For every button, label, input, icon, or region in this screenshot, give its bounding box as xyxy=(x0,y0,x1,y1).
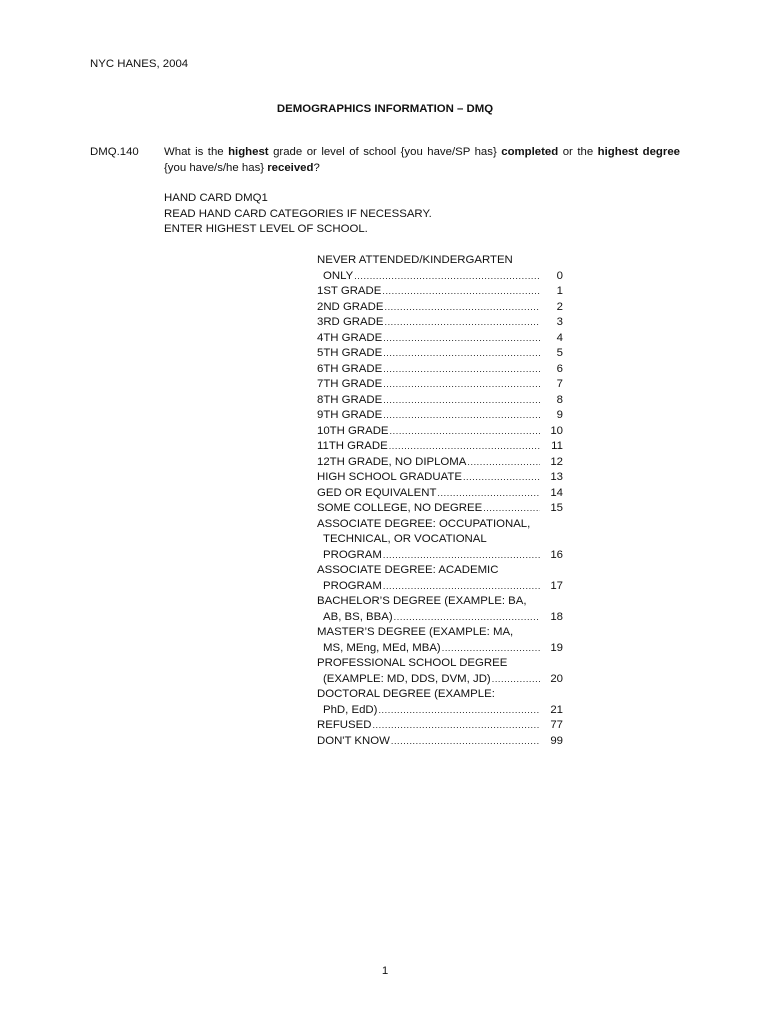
response-option-label: PROGRAM xyxy=(323,548,382,561)
response-option-line xyxy=(317,486,563,502)
response-option-code: 20 xyxy=(550,672,563,685)
response-option-label: AB, BS, BBA) xyxy=(323,610,393,623)
question-emphasis-received: received xyxy=(267,161,314,174)
response-option-label: 3RD GRADE xyxy=(317,316,384,328)
response-option-line xyxy=(317,362,563,378)
response-option xyxy=(317,424,563,440)
response-option-line xyxy=(317,455,563,471)
response-option-label: 12TH GRADE, NO DIPLOMA xyxy=(317,455,467,468)
response-option-label: BACHELOR’S DEGREE (EXAMPLE: BA, xyxy=(317,595,527,607)
response-option-label: GED OR EQUIVALENT xyxy=(317,486,437,499)
question-emphasis-highest-degree: highest degree xyxy=(597,146,680,158)
response-option xyxy=(317,656,563,687)
response-option-label: PROGRAM xyxy=(323,579,382,592)
response-option xyxy=(317,470,563,486)
response-option-line xyxy=(317,346,563,362)
response-option-label: 7TH GRADE xyxy=(317,378,383,390)
response-option-label: 10TH GRADE xyxy=(317,424,389,437)
response-option-label: 2ND GRADE xyxy=(317,300,384,313)
dot-leader xyxy=(382,284,540,300)
response-option-label: HIGH SCHOOL GRADUATE xyxy=(317,471,462,483)
response-option-code: 21 xyxy=(550,703,563,716)
response-option-line xyxy=(317,532,563,548)
dot-leader xyxy=(389,439,540,455)
response-option xyxy=(317,408,563,424)
dot-leader xyxy=(483,501,540,517)
response-option-line xyxy=(317,269,563,285)
response-option-code: 11 xyxy=(551,440,563,452)
dot-leader xyxy=(383,377,540,393)
response-option-line xyxy=(317,703,563,719)
question-emphasis-completed: completed xyxy=(501,146,559,158)
dot-leader xyxy=(383,331,540,347)
response-option-label: TECHNICAL, OR VOCATIONAL xyxy=(323,533,487,545)
response-option-line xyxy=(317,672,563,688)
response-option-label: 5TH GRADE xyxy=(317,347,383,359)
response-option-code: 4 xyxy=(556,331,563,344)
response-option-label: NEVER ATTENDED/KINDERGARTEN xyxy=(317,254,513,266)
response-option-code: 99 xyxy=(550,734,563,747)
response-option-line xyxy=(317,517,563,533)
interviewer-instructions xyxy=(164,191,432,238)
response-option xyxy=(317,455,563,471)
response-option-line xyxy=(317,331,563,347)
response-option-line xyxy=(317,393,563,409)
dot-leader xyxy=(354,269,540,285)
dot-leader xyxy=(383,346,540,362)
dot-leader xyxy=(384,300,540,316)
response-option-label: 11TH GRADE xyxy=(317,440,388,452)
response-option xyxy=(317,331,563,347)
response-option-line xyxy=(317,408,563,424)
response-option xyxy=(317,439,563,455)
response-option-code: 17 xyxy=(550,579,563,592)
response-option-code: 19 xyxy=(550,641,563,654)
response-option-label: 6TH GRADE xyxy=(317,362,383,375)
question-text-part: grade or level of school {you have/SP has} xyxy=(268,146,502,158)
question-emphasis-highest: highest xyxy=(228,146,269,158)
dot-leader xyxy=(391,734,540,750)
response-option-line xyxy=(317,641,563,657)
response-option xyxy=(317,315,563,331)
response-option-code: 12 xyxy=(550,455,563,468)
response-option-line xyxy=(317,470,563,486)
dot-leader xyxy=(383,408,540,424)
response-option-label: 8TH GRADE xyxy=(317,393,383,406)
response-option-label: PROFESSIONAL SCHOOL DEGREE xyxy=(317,657,508,669)
response-option-code: 5 xyxy=(556,347,563,359)
response-option-code: 9 xyxy=(556,409,563,421)
response-option-label: PhD, EdD) xyxy=(323,703,378,716)
response-option-code: 1 xyxy=(556,285,563,297)
response-option xyxy=(317,284,563,300)
response-option-label: MASTER’S DEGREE (EXAMPLE: MA, xyxy=(317,626,514,638)
response-option-line xyxy=(317,501,563,517)
response-option-label: ONLY xyxy=(323,269,354,282)
response-option-line xyxy=(317,656,563,672)
response-option xyxy=(317,377,563,393)
question-text xyxy=(164,145,680,176)
response-option-label: DOCTORAL DEGREE (EXAMPLE: xyxy=(317,688,495,700)
question-text-part: ? xyxy=(313,161,320,174)
response-option-label: DON'T KNOW xyxy=(317,734,390,747)
response-option-line xyxy=(317,718,563,734)
response-option xyxy=(317,718,563,734)
response-option-label: (EXAMPLE: MD, DDS, DVM, JD) xyxy=(323,672,491,685)
response-option-label: 4TH GRADE xyxy=(317,331,383,344)
response-option-code: 3 xyxy=(556,316,563,328)
dot-leader xyxy=(384,315,540,331)
dot-leader xyxy=(383,362,540,378)
response-option-line xyxy=(317,253,563,269)
response-options-list xyxy=(317,253,563,749)
response-option-code: 16 xyxy=(550,548,563,561)
instruction-line: ENTER HIGHEST LEVEL OF SCHOOL. xyxy=(164,223,368,235)
response-option-label: 9TH GRADE xyxy=(317,409,383,421)
response-option-line xyxy=(317,300,563,316)
response-option-line xyxy=(317,439,563,455)
instruction-line: HAND CARD DMQ1 xyxy=(164,192,268,204)
dot-leader xyxy=(492,672,540,688)
response-option xyxy=(317,253,563,284)
response-option-line xyxy=(317,377,563,393)
dot-leader xyxy=(372,718,540,734)
dot-leader xyxy=(437,486,540,502)
response-option xyxy=(317,563,563,594)
response-option-code: 0 xyxy=(556,269,563,282)
response-option-line xyxy=(317,734,563,750)
response-option xyxy=(317,362,563,378)
question-text-part: or the xyxy=(558,146,598,158)
dot-leader xyxy=(463,470,540,486)
dot-leader xyxy=(467,455,540,471)
instruction-line: READ HAND CARD CATEGORIES IF NECESSARY. xyxy=(164,207,432,220)
response-option-line xyxy=(317,594,563,610)
response-option-line xyxy=(317,687,563,703)
response-option-line xyxy=(317,610,563,626)
document-header: NYC HANES, 2004 xyxy=(90,58,189,70)
response-option xyxy=(317,625,563,656)
response-option-label: REFUSED xyxy=(317,719,372,731)
response-option xyxy=(317,687,563,718)
response-option xyxy=(317,501,563,517)
response-option-code: 77 xyxy=(550,719,563,731)
response-option-label: SOME COLLEGE, NO DEGREE xyxy=(317,502,483,514)
question-text-part: {you have/s/he has} xyxy=(164,161,268,174)
response-option-label: MS, MEng, MEd, MBA) xyxy=(323,641,441,654)
response-option-code: 10 xyxy=(550,424,563,437)
response-option xyxy=(317,734,563,750)
response-option-label: ASSOCIATE DEGREE: OCCUPATIONAL, xyxy=(317,517,531,530)
response-option-label: ASSOCIATE DEGREE: ACADEMIC xyxy=(317,564,499,576)
response-option-code: 18 xyxy=(550,610,563,623)
response-option-code: 2 xyxy=(556,300,563,313)
response-option xyxy=(317,346,563,362)
section-title: DEMOGRAPHICS INFORMATION – DMQ xyxy=(276,103,494,115)
response-option-code: 14 xyxy=(550,486,563,499)
dot-leader xyxy=(390,424,540,440)
response-option-code: 6 xyxy=(556,362,563,375)
response-option xyxy=(317,393,563,409)
question-text-part: What is the xyxy=(164,146,229,158)
response-option xyxy=(317,594,563,625)
dot-leader xyxy=(383,548,540,564)
response-option xyxy=(317,517,563,564)
response-option-code: 7 xyxy=(556,378,563,390)
dot-leader xyxy=(378,703,540,719)
dot-leader xyxy=(442,641,540,657)
page-number: 1 xyxy=(381,965,389,977)
response-option-line xyxy=(317,563,563,579)
response-option-line xyxy=(317,284,563,300)
response-option-line xyxy=(317,625,563,641)
response-option-label: 1ST GRADE xyxy=(317,285,382,297)
response-option xyxy=(317,486,563,502)
response-option-code: 13 xyxy=(550,471,563,483)
dot-leader xyxy=(383,579,540,595)
response-option-line xyxy=(317,424,563,440)
response-option-line xyxy=(317,315,563,331)
response-option-line xyxy=(317,548,563,564)
dot-leader xyxy=(394,610,540,626)
response-option xyxy=(317,300,563,316)
question-id: DMQ.140 xyxy=(90,146,139,158)
dot-leader xyxy=(383,393,540,409)
response-option-code: 8 xyxy=(556,393,563,406)
response-option-code: 15 xyxy=(550,502,563,514)
response-option-line xyxy=(317,579,563,595)
